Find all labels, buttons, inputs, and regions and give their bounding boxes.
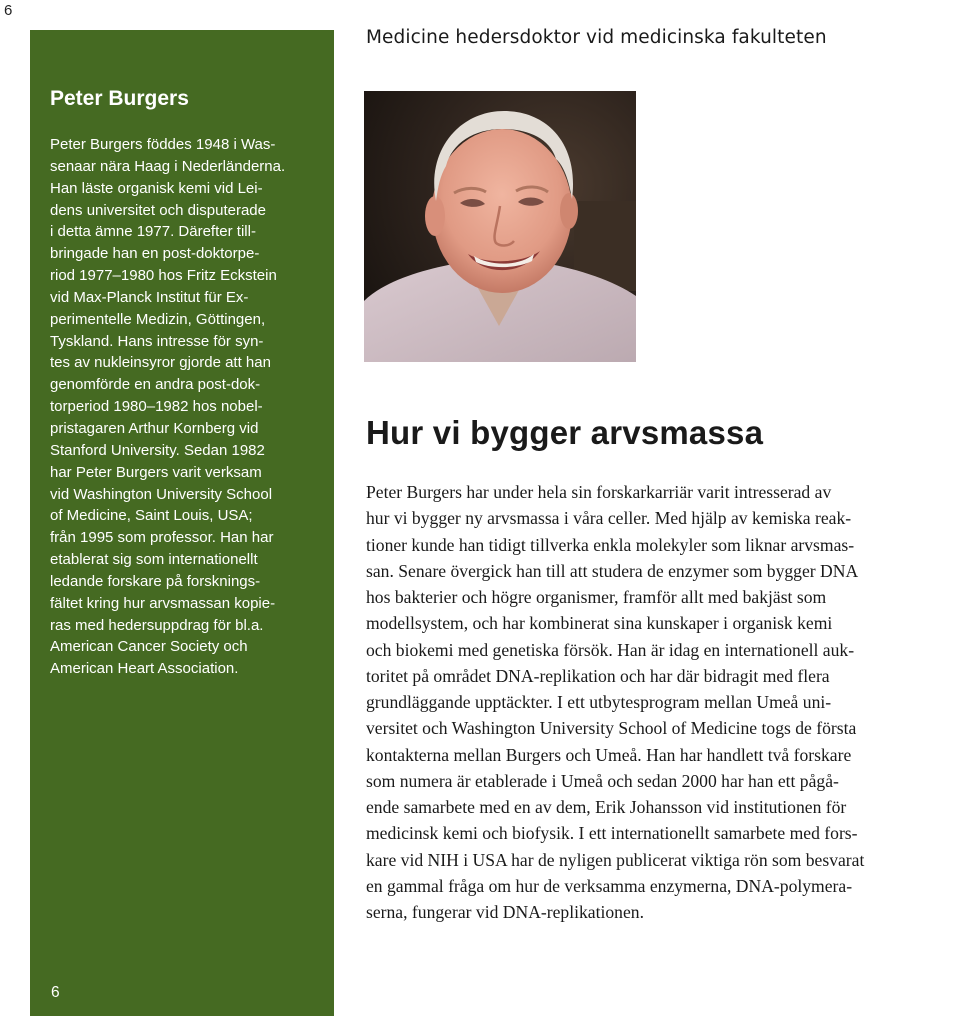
bio-line: American Cancer Society och — [50, 638, 248, 656]
bio-line: dens universitet och disputerade — [50, 201, 266, 219]
bio-line: genomförde en andra post-dok- — [50, 376, 261, 394]
bio-line: of Medicine, Saint Louis, USA; — [50, 507, 253, 525]
bio-line: Stanford University. Sedan 1982 — [50, 441, 265, 459]
bio-line: har Peter Burgers varit verksam — [50, 463, 262, 481]
body-line: kontakterna mellan Burgers och Umeå. Han har handlett två forskare — [366, 744, 852, 765]
body-line: modellsystem, och har kombinerat sina kunskaper i organisk kemi — [366, 613, 833, 634]
body-line: toritet på området DNA-replikation och har där bidragit med flera — [366, 665, 830, 686]
portrait-illustration — [364, 91, 636, 362]
page-number-bottom: 6 — [51, 984, 60, 1001]
bio-line: pristagaren Arthur Kornberg vid — [50, 419, 259, 437]
bio-line: ledande forskare på forsknings- — [50, 572, 261, 590]
bio-line: vid Max-Planck Institut für Ex- — [50, 288, 249, 306]
bio-line: Peter Burgers föddes 1948 i Was- — [50, 136, 276, 153]
bio-line: vid Washington University School — [50, 485, 273, 503]
bio-line: från 1995 som professor. Han har — [50, 529, 274, 547]
bio-line: riod 1977–1980 hos Fritz Eckstein — [50, 267, 277, 285]
body-line: Peter Burgers har under hela sin forskarkarriär varit intresserad av — [366, 482, 832, 502]
bio-line: Han läste organisk kemi vid Lei- — [50, 179, 263, 197]
page-number-top: 6 — [4, 2, 13, 19]
bio-line: senaar nära Haag i Nederländerna. — [50, 157, 286, 175]
bio-line: fältet kring hur arvsmassan kopie- — [50, 594, 276, 612]
biography-sidebar — [30, 30, 334, 1016]
body-line: hur vi bygger ny arvsmassa i våra celler. Med hjälp av kemiska reak- — [366, 508, 852, 529]
running-header: Medicine hedersdoktor vid medicinska fakulteten — [366, 27, 827, 48]
body-line: tioner kunde han tidigt tillverka enkla molekyler som liknar arvsmas- — [366, 534, 855, 555]
bio-line: etablerat sig som internationellt — [50, 551, 258, 569]
body-line: serna, fungerar vid DNA-replikationen. — [366, 902, 644, 922]
bio-line: perimentelle Medizin, Göttingen, — [50, 310, 266, 328]
bio-line: i detta ämne 1977. Därefter till- — [50, 223, 256, 241]
sidebar-biography — [50, 134, 322, 680]
body-line: hos bakterier och högre organismer, framför allt med bakjäst som — [366, 587, 827, 607]
bio-line: bringade han en post-doktorpe- — [50, 245, 260, 263]
body-line: versitet och Washington University School of Medicine togs de första — [366, 718, 857, 739]
bio-line: American Heart Association. — [50, 660, 239, 678]
article-body — [366, 479, 958, 925]
bio-line: tes av nukleinsyror gjorde att han — [50, 354, 271, 372]
body-line: en gammal fråga om hur de verksamma enzymerna, DNA-polymera- — [366, 875, 853, 896]
portrait-photo — [364, 91, 636, 362]
body-line: kare vid NIH i USA har de nyligen publicerat viktiga rön som besvarat — [366, 849, 865, 870]
body-line: san. Senare övergick han till att studera de enzymer som bygger DNA — [366, 560, 859, 581]
body-line: grundläggande upptäckter. I ett utbytesprogram mellan Umeå uni- — [366, 692, 832, 712]
body-line: och biokemi med genetiska försök. Han är idag en internationell auk- — [366, 639, 855, 660]
sidebar-name: Peter Burgers — [50, 87, 189, 110]
bio-line: torperiod 1980–1982 hos nobel- — [50, 398, 263, 416]
body-line: ende samarbete med en av dem, Erik Johansson vid institutionen för — [366, 797, 847, 817]
body-line: som numera är etablerade i Umeå och sedan 2000 har han ett pågå- — [366, 770, 839, 791]
article-title: Hur vi bygger arvsmassa — [366, 414, 764, 451]
bio-line: ras med hedersuppdrag för bl.a. — [50, 616, 264, 634]
bio-line: Tyskland. Hans intresse för syn- — [50, 332, 264, 350]
body-line: medicinsk kemi och biofysik. I ett internationellt samarbete med fors- — [366, 823, 858, 844]
